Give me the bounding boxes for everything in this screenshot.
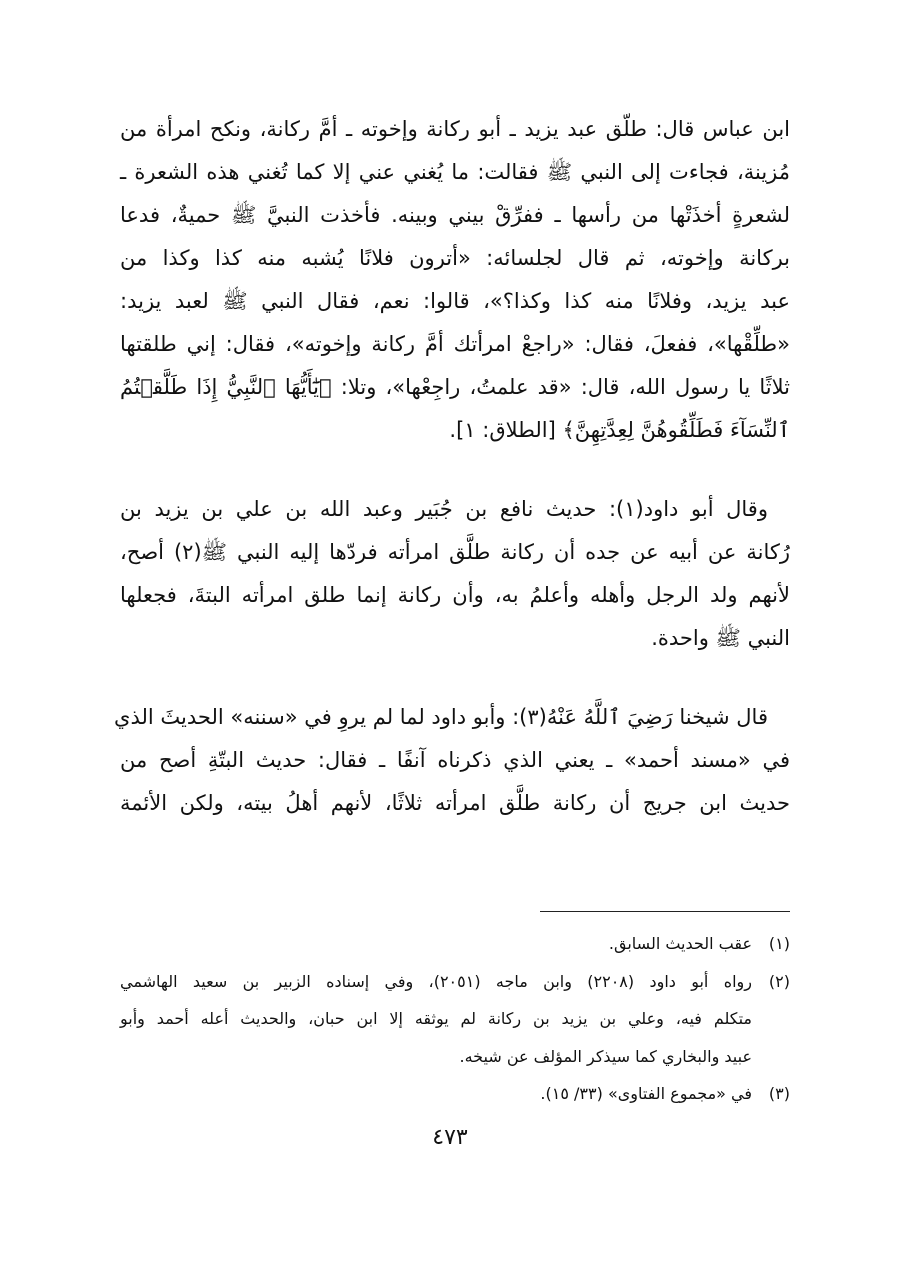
footnote-3 <box>120 1075 790 1113</box>
text-line: عبد يزيد، وفلانًا منه كذا وكذا؟»، قالوا: نعم، فقال النبي ﷺ لعبد يزيد: <box>120 289 790 313</box>
text-line: ابن عباس قال: طلّق عبد يزيد ـ أبو ركانة وإخوته ـ أمَّ ركانة، ونكح امرأة من <box>120 117 790 141</box>
footnote-text: عقب الحديث السابق. <box>608 934 752 953</box>
footnote-text: في «مجموع الفتاوى» (٣٣/ ١٥). <box>540 1084 752 1103</box>
paragraph-2 <box>120 488 790 660</box>
text-line: النبي ﷺ واحدة. <box>651 626 790 650</box>
footnote-separator <box>540 911 790 912</box>
text-line: «طلِّقْها»، ففعلَ، فقال: «راجعْ امرأتك أمَّ ركانة وإخوته»، فقال: إني طلقتها <box>120 332 790 356</box>
text-line: قال شيخنا رَضِيَ ٱللَّهُ عَنْهُ(٣): وأبو داود لما لم يروِ في «سننه» الحديثَ الذي <box>114 705 768 729</box>
text-line: ٱلنِّسَآءَ فَطَلِّقُوهُنَّ لِعِدَّتِهِنَّ﴾ [الطلاق: ١]. <box>449 418 790 442</box>
footnote-text: رواه أبو داود (٢٢٠٨) وابن ماجه (٢٠٥١)، وفي إسناده الزبير بن سعيد الهاشمي <box>120 971 752 991</box>
paragraph-1 <box>120 108 790 452</box>
text-line: لأنهم ولد الرجل وأهله وأعلمُ به، وأن ركانة إنما طلق امرأته البتةَ، فجعلها <box>120 583 790 607</box>
footnote-1 <box>120 925 790 963</box>
page-number: ٤٧٣ <box>432 1125 468 1150</box>
text-line: رُكانة عن أبيه عن جده أن ركانة طلَّق امرأته فردّها إليه النبي ﷺ(٢) أصح، <box>120 540 790 564</box>
footnote-number: (٣) <box>768 1084 790 1103</box>
text-line: حديث ابن جريج أن ركانة طلَّق امرأته ثلاثًا، لأنهم أهلُ بيته، ولكن الأئمة <box>120 791 790 815</box>
footnote-2-cont: متكلم فيه، وعلي بن يزيد بن ركانة لم يوثقه إلا ابن حبان، والحديث أعله أحمد وأبو <box>120 1009 752 1028</box>
text-line: لشعرةٍ أخذَتْها من رأسها ـ ففرِّقْ بيني وبينه. فأخذت النبيَّ ﷺ حميةٌ، فدعا <box>120 203 790 227</box>
footnotes <box>120 925 790 1113</box>
text-line: بركانة وإخوته، ثم قال لجلسائه: «أترون فلانًا يُشبه منه كذا وكذا من <box>120 246 790 270</box>
text-line: وقال أبو داود(١): حديث نافع بن جُبَير وعبد الله بن علي بن يزيد بن <box>120 497 768 521</box>
footnote-2 <box>120 963 790 1001</box>
footnote-number: (٢) <box>768 971 790 991</box>
paragraph-3 <box>114 696 790 825</box>
text-line: في «مسند أحمد» ـ يعني الذي ذكرناه آنفًا ـ فقال: حديث البتّةِ أصح من <box>120 748 790 772</box>
main-text <box>114 108 790 861</box>
text-line: مُزينة، فجاءت إلى النبي ﷺ فقالت: ما يُغني عني إلا كما تُغني هذه الشعرة ـ <box>120 160 790 184</box>
text-line: ثلاثًا يا رسول الله، قال: «قد علمتُ، راجِعْها»، وتلا: ﴿يَٰٓأَيُّهَا ٱلنَّبِيُّ إِذَا طَلَّقۡتُمُ <box>120 375 790 399</box>
footnote-2-cont: عبيد والبخاري كما سيذكر المؤلف عن شيخه. <box>459 1046 752 1066</box>
footnote-number: (١) <box>768 934 790 953</box>
